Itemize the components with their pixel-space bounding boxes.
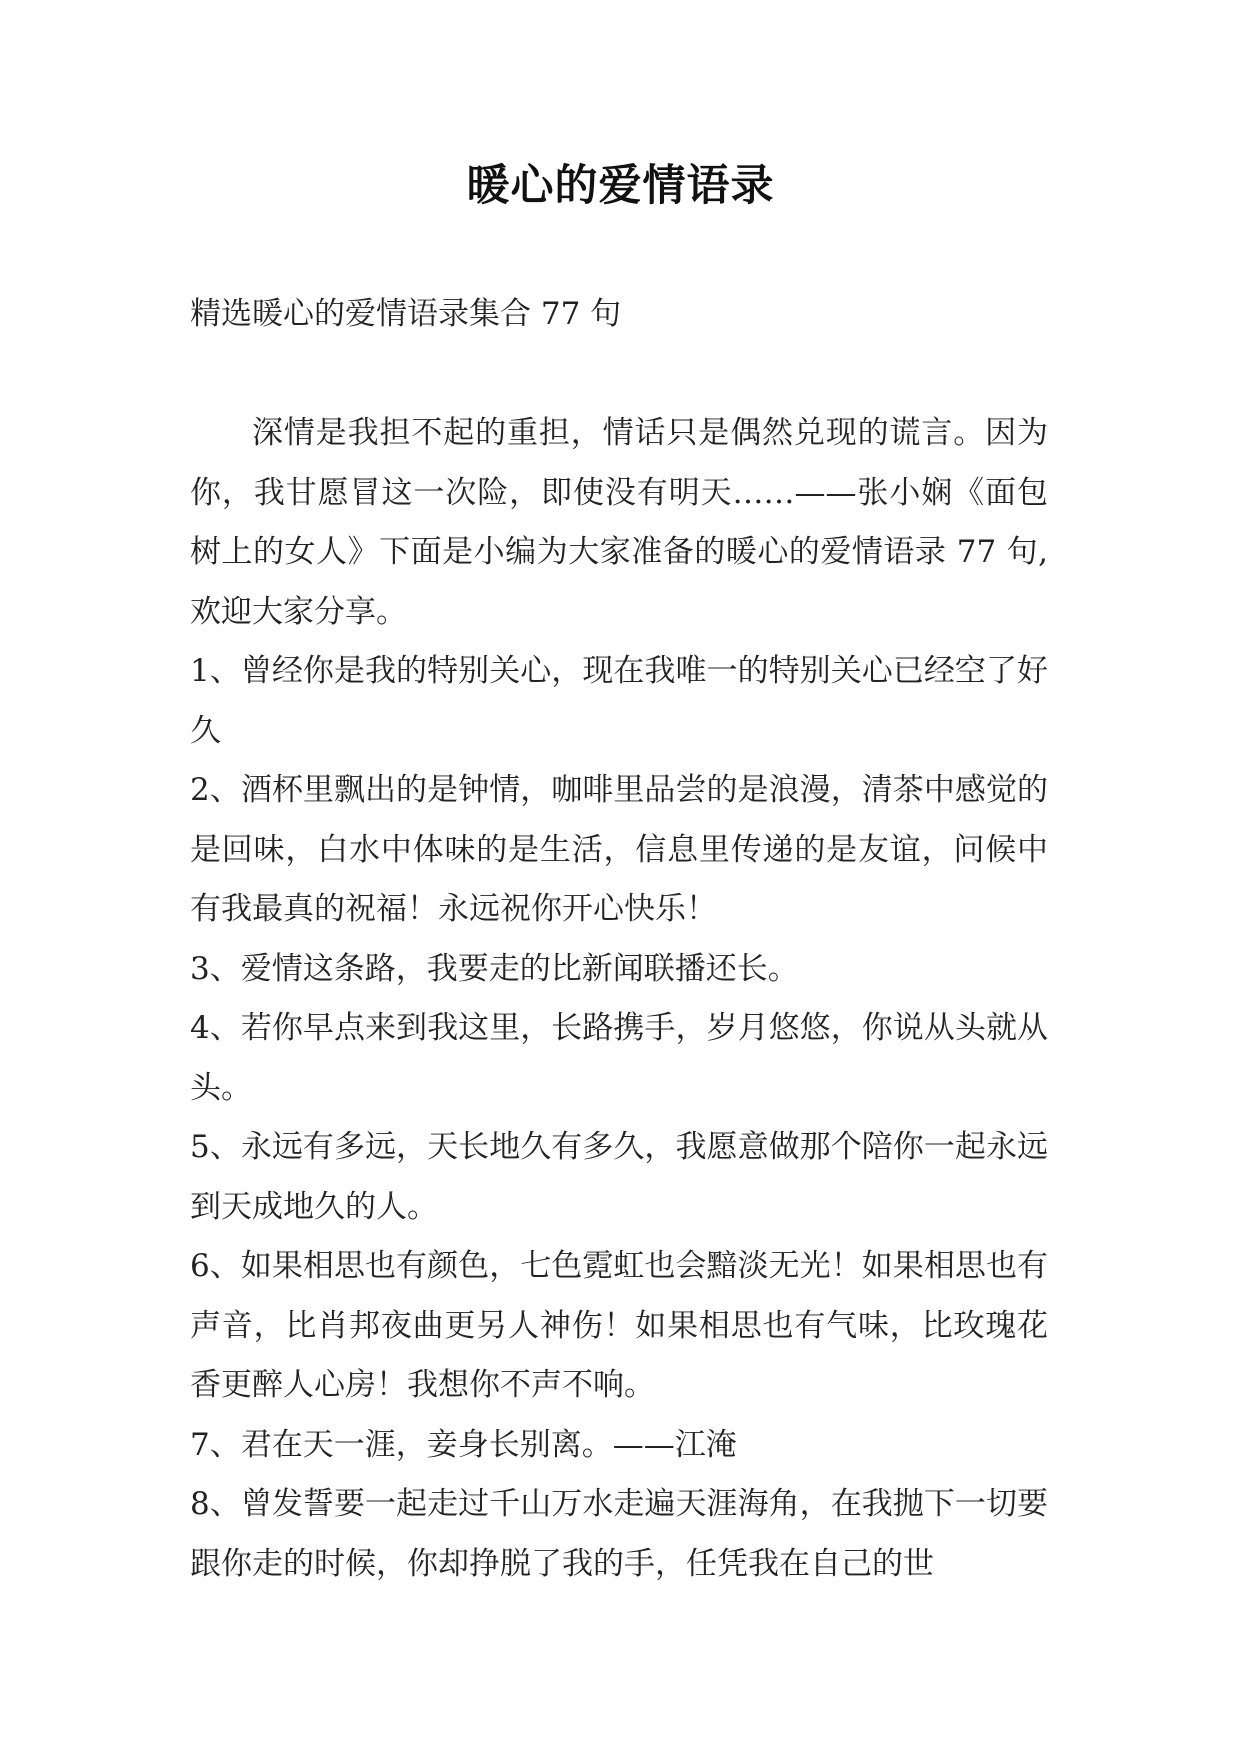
document-subtitle: 精选暖心的爱情语录集合 77 句 — [190, 296, 622, 332]
quote-item-7: 7、君在天一涯，妾身长别离。——江淹 — [190, 1426, 737, 1463]
quote-item-8: 8、曾发誓要一起走过千山万水走遍天涯海角，在我抛下一切要跟你走的时候，你却挣脱了我的手，任凭我在自己的世 — [190, 1486, 1048, 1582]
document-body — [190, 404, 1048, 1594]
quote-item-3: 3、爱情这条路，我要走的比新闻联播还长。 — [190, 950, 799, 987]
intro-paragraph: 深情是我担不起的重担，情话只是偶然兑现的谎言。因为你，我甘愿冒这一次险，即使没有明天……——张小娴《面包树上的女人》下面是小编为大家准备的暖心的爱情语录 77 句,欢迎大家分享。 — [190, 415, 1048, 630]
quote-item-1: 1、曾经你是我的特别关心，现在我唯一的特别关心已经空了好久 — [190, 653, 1048, 749]
quote-item-2: 2、酒杯里飘出的是钟情，咖啡里品尝的是浪漫，清茶中感觉的是回味，白水中体味的是生活，信息里传递的是友谊，问候中有我最真的祝福！永远祝你开心快乐！ — [190, 772, 1048, 927]
document-title: 暖心的爱情语录 — [466, 161, 775, 211]
quote-item-4: 4、若你早点来到我这里，长路携手，岁月悠悠，你说从头就从头。 — [190, 1010, 1048, 1106]
quote-item-5: 5、永远有多远，天长地久有多久，我愿意做那个陪你一起永远到天成地久的人。 — [190, 1129, 1048, 1225]
quote-item-6: 6、如果相思也有颜色，七色霓虹也会黯淡无光！如果相思也有声音，比肖邦夜曲更另人神伤！如果相思也有气味，比玫瑰花香更醉人心房！我想你不声不响。 — [190, 1248, 1048, 1403]
